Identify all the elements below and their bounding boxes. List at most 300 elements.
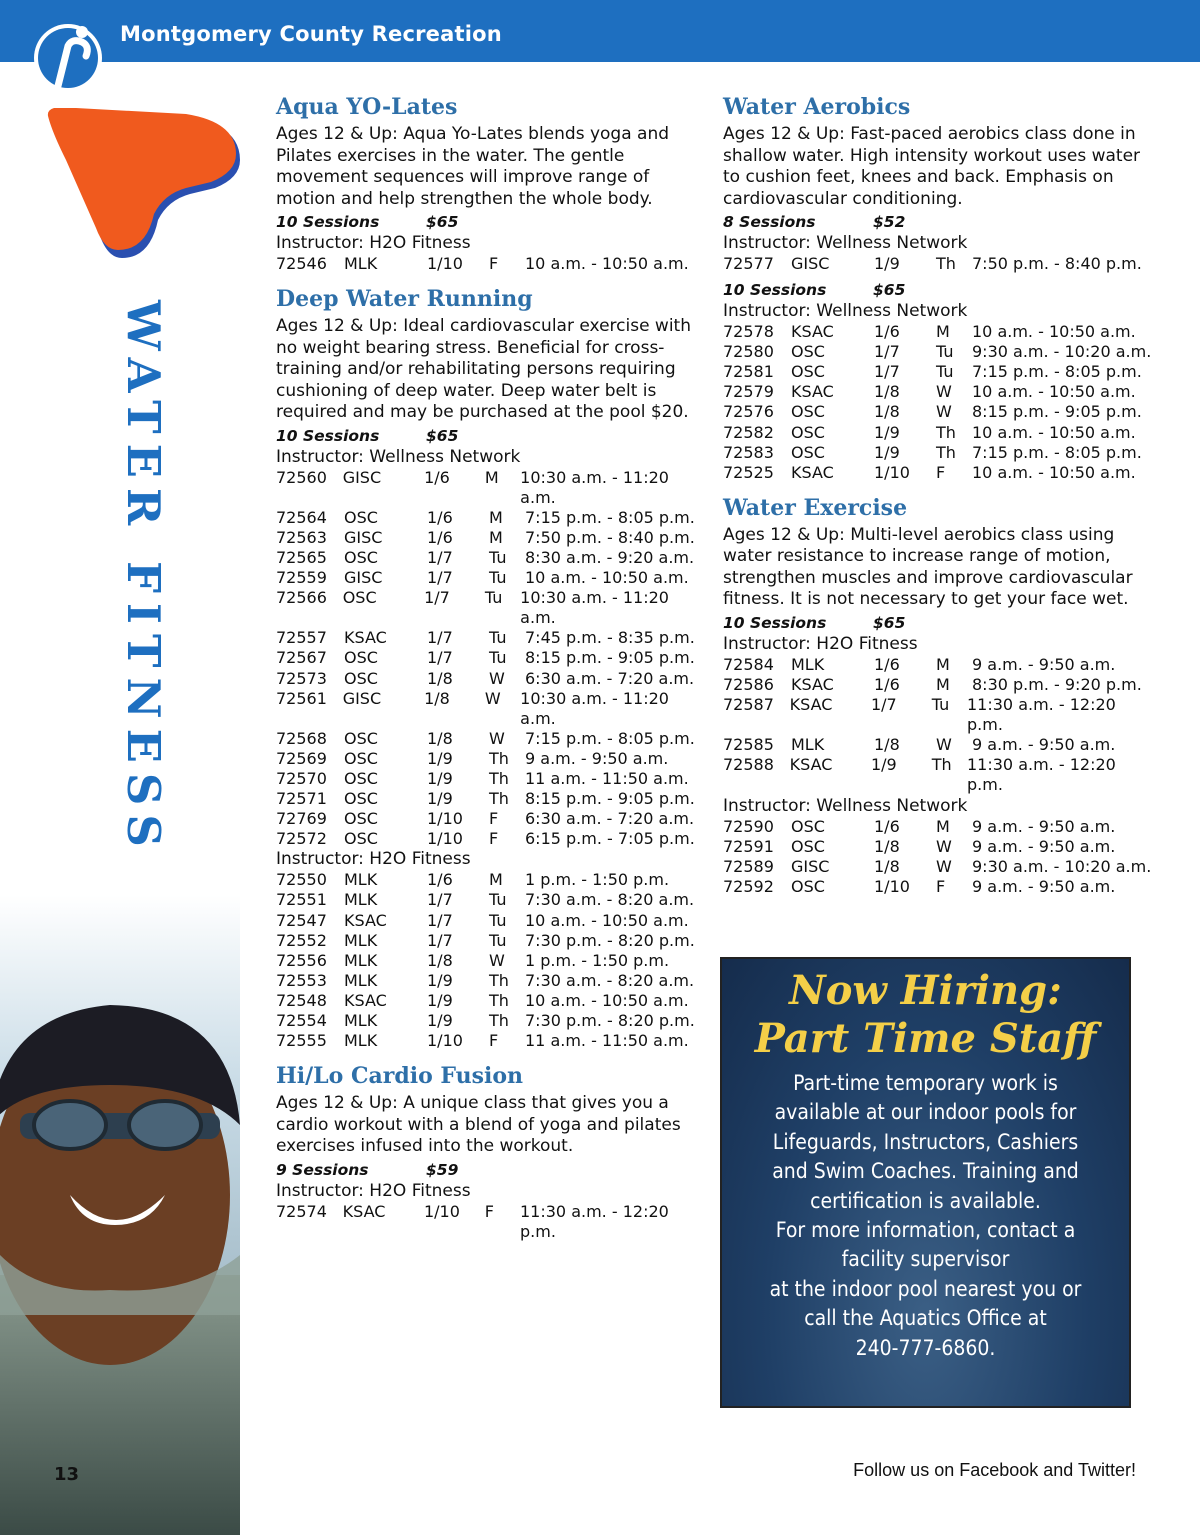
sessions-price: $65	[426, 426, 459, 445]
day: M	[489, 527, 503, 547]
schedule-row	[723, 382, 1153, 402]
start-date: 1/6	[874, 322, 900, 342]
schedule-row	[276, 468, 706, 508]
schedule-row	[723, 254, 1153, 274]
start-date: 1/6	[427, 870, 453, 890]
time: 9:30 a.m. - 10:20 a.m.	[972, 342, 1152, 362]
location: MLK	[344, 1011, 378, 1031]
class-water-aerobics	[723, 92, 1153, 483]
schedule-row	[276, 1031, 706, 1051]
location: GISC	[342, 467, 382, 487]
time: 9 a.m. - 9:50 a.m.	[972, 654, 1116, 674]
location: OSC	[344, 728, 378, 748]
time: 10:30 a.m. - 11:20 a.m.	[520, 588, 669, 628]
time: 9 a.m. - 9:50 a.m.	[525, 748, 669, 768]
course-number: 72588	[723, 755, 774, 775]
day: W	[936, 402, 952, 422]
start-date: 1/9	[427, 970, 453, 990]
course-number: 72590	[723, 816, 774, 836]
hiring-line: certification is available.	[810, 1188, 1041, 1213]
location: MLK	[344, 930, 378, 950]
schedule-row	[723, 817, 1153, 837]
page-number: 13	[54, 1464, 80, 1485]
course-number: 72552	[276, 930, 327, 950]
hiring-title-line1: Now Hiring:	[789, 967, 1062, 1014]
location: GISC	[342, 688, 382, 708]
start-date: 1/10	[874, 462, 910, 482]
start-date: 1/9	[427, 789, 453, 809]
time: 7:50 p.m. - 8:40 p.m.	[525, 527, 695, 547]
start-date: 1/8	[427, 728, 453, 748]
time: 9 a.m. - 9:50 a.m.	[972, 876, 1116, 896]
sessions-count: 10 Sessions	[276, 426, 380, 445]
start-date: 1/7	[874, 362, 900, 382]
day: Th	[489, 789, 509, 809]
sessions-count: 9 Sessions	[276, 1160, 369, 1179]
time: 11:30 a.m. - 12:20 p.m.	[520, 1201, 669, 1241]
class-description: Ages 12 & Up: Multi-level aerobics class using water resistance to increase range of motion, strengthen muscles and improve cardiovascular fitness. It is not necessary to get your face wet.	[723, 524, 1133, 610]
location: KSAC	[344, 990, 387, 1010]
now-hiring-box	[720, 957, 1131, 1408]
day: Th	[931, 755, 952, 775]
start-date: 1/8	[427, 950, 453, 970]
class-title: Aqua YO-Lates	[276, 94, 458, 120]
schedule-table	[276, 1202, 706, 1242]
column-left	[276, 92, 706, 1242]
time: 10:30 a.m. - 11:20 a.m.	[520, 688, 669, 728]
day: W	[936, 856, 952, 876]
course-number: 72547	[276, 910, 327, 930]
day: W	[936, 382, 952, 402]
time: 10 a.m. - 10:50 a.m.	[525, 990, 689, 1010]
class-hilo-cardio-fusion	[276, 1061, 706, 1242]
location: GISC	[344, 568, 383, 588]
hiring-line: Part-time temporary work is	[793, 1071, 1058, 1095]
schedule-row	[276, 749, 706, 769]
start-date: 1/7	[427, 568, 453, 588]
class-aqua-yolates	[276, 92, 706, 274]
start-date: 1/7	[427, 648, 453, 668]
day: Th	[489, 990, 509, 1010]
hiring-line: For more information, contact a	[775, 1218, 1076, 1243]
schedule-row	[723, 362, 1153, 382]
schedule-row	[723, 877, 1153, 897]
time: 10 a.m. - 10:50 a.m.	[525, 910, 689, 930]
time: 10 a.m. - 10:50 a.m.	[525, 568, 689, 588]
time: 8:15 p.m. - 9:05 p.m.	[525, 789, 695, 809]
class-title: Water Aerobics	[723, 94, 911, 120]
sessions-line	[276, 212, 706, 233]
start-date: 1/7	[427, 628, 453, 648]
start-date: 1/6	[427, 527, 453, 547]
course-number: 72550	[276, 870, 327, 890]
day: M	[489, 507, 503, 527]
time: 7:15 p.m. - 8:05 p.m.	[525, 728, 695, 748]
location: OSC	[791, 422, 825, 442]
sessions-price: $65	[873, 613, 906, 632]
time: 6:30 a.m. - 7:20 a.m.	[525, 809, 695, 829]
class-title: Deep Water Running	[276, 286, 533, 313]
schedule-row	[276, 508, 706, 528]
sessions-line	[276, 426, 706, 447]
start-date: 1/10	[427, 254, 463, 273]
schedule-row	[276, 971, 706, 991]
time: 10 a.m. - 10:50 a.m.	[972, 382, 1136, 402]
day: Th	[936, 442, 956, 462]
course-number: 72557	[276, 628, 327, 648]
start-date: 1/6	[874, 674, 900, 694]
course-number: 72769	[276, 809, 327, 829]
schedule-row	[276, 254, 706, 274]
location: KSAC	[789, 755, 833, 775]
schedule-row	[276, 568, 706, 588]
class-water-exercise	[723, 493, 1153, 897]
class-description: Ages 12 & Up: Aqua Yo-Lates blends yoga and Pilates exercises in the water. The gentle movement sequences will improve range of motion and help strengthen the whole body.	[276, 124, 670, 209]
course-number: 72585	[723, 735, 774, 755]
time: 10:30 a.m. - 11:20 a.m.	[520, 467, 669, 507]
time: 6:15 p.m. - 7:05 p.m.	[525, 829, 695, 849]
course-number: 72576	[723, 402, 774, 422]
start-date: 1/9	[427, 748, 453, 768]
time: 7:15 p.m. - 8:05 p.m.	[972, 442, 1142, 462]
schedule-row	[723, 443, 1153, 463]
course-number: 72571	[276, 789, 327, 809]
course-number: 72567	[276, 648, 327, 668]
location: GISC	[344, 527, 383, 547]
day: Tu	[936, 362, 954, 382]
day: Tu	[489, 890, 507, 910]
location: OSC	[344, 668, 378, 688]
day: Th	[936, 422, 956, 442]
class-deep-water-running	[276, 284, 706, 1051]
start-date: 1/6	[427, 507, 453, 527]
day: W	[489, 668, 505, 688]
schedule-row	[276, 588, 706, 628]
location: OSC	[344, 769, 378, 788]
course-number: 72565	[276, 547, 327, 567]
sessions-line	[723, 212, 1153, 233]
location: MLK	[344, 950, 378, 970]
schedule-row	[276, 648, 706, 668]
location: OSC	[344, 789, 378, 809]
start-date: 1/7	[424, 588, 450, 608]
start-date: 1/10	[427, 829, 463, 849]
time: 8:30 a.m. - 9:20 a.m.	[525, 547, 695, 567]
instructor-line: Instructor: H2O Fitness	[276, 849, 471, 870]
location: GISC	[791, 856, 830, 876]
day: Tu	[489, 568, 507, 588]
course-number: 72589	[723, 856, 774, 876]
start-date: 1/7	[874, 342, 900, 362]
course-number: 72578	[723, 322, 774, 342]
instructor-line: Instructor: H2O Fitness	[723, 633, 918, 654]
schedule-row	[276, 1011, 706, 1031]
time: 10 a.m. - 10:50 a.m.	[972, 322, 1136, 342]
start-date: 1/8	[874, 735, 900, 755]
schedule-row	[276, 729, 706, 749]
start-date: 1/7	[427, 890, 453, 910]
location: KSAC	[342, 1201, 386, 1221]
brand-title: Montgomery County Recreation	[120, 22, 502, 46]
day: Th	[489, 1011, 509, 1031]
sessions-price: $65	[426, 213, 459, 231]
start-date: 1/10	[423, 1201, 460, 1221]
location: OSC	[342, 588, 377, 608]
day: F	[489, 254, 499, 273]
kickboard-image	[40, 108, 250, 268]
day: Tu	[489, 910, 507, 930]
class-title: Water Exercise	[723, 494, 908, 521]
time: 11:30 a.m. - 12:20 p.m.	[967, 755, 1116, 795]
hiring-body	[722, 1069, 1129, 1363]
location: OSC	[344, 547, 378, 567]
time: 9 a.m. - 9:50 a.m.	[972, 735, 1116, 755]
day: F	[484, 1201, 494, 1221]
schedule-row	[723, 695, 1153, 735]
course-number: 72551	[276, 890, 327, 910]
location: OSC	[791, 442, 825, 462]
location: OSC	[344, 507, 378, 527]
day: Tu	[484, 588, 503, 608]
course-number: 72556	[276, 950, 327, 970]
time: 7:30 a.m. - 8:20 a.m.	[525, 970, 695, 990]
hiring-line: available at our indoor pools for	[774, 1100, 1077, 1125]
location: KSAC	[789, 695, 833, 715]
schedule-row	[276, 829, 706, 849]
start-date: 1/9	[874, 422, 900, 442]
day: F	[936, 876, 946, 896]
location: MLK	[344, 890, 378, 910]
location: MLK	[344, 970, 378, 990]
location: MLK	[791, 654, 825, 674]
course-number: 72573	[276, 668, 327, 688]
schedule-row	[276, 789, 706, 809]
day: M	[484, 467, 499, 487]
location: OSC	[791, 402, 825, 422]
schedule-row	[723, 755, 1153, 795]
day: M	[489, 870, 503, 890]
schedule-row	[723, 837, 1153, 857]
time: 9 a.m. - 9:50 a.m.	[972, 816, 1116, 836]
start-date: 1/10	[427, 809, 463, 829]
sessions-line	[276, 1160, 706, 1181]
time: 11:30 a.m. - 12:20 p.m.	[967, 695, 1116, 735]
hiring-line: Lifeguards, Instructors, Cashiers	[772, 1129, 1079, 1154]
course-number: 72561	[276, 688, 327, 708]
schedule-table	[723, 655, 1153, 796]
start-date: 1/10	[427, 1031, 463, 1051]
day: W	[489, 950, 505, 970]
time: 1 p.m. - 1:50 p.m.	[525, 950, 670, 970]
course-number: 72592	[723, 876, 774, 896]
schedule-row	[276, 870, 706, 890]
location: OSC	[344, 829, 378, 849]
location: MLK	[344, 1031, 378, 1051]
schedule-row	[276, 911, 706, 931]
schedule-row	[723, 857, 1153, 877]
location: MLK	[344, 254, 378, 273]
course-number: 72554	[276, 1011, 327, 1031]
column-right	[723, 92, 1153, 897]
day: Th	[936, 254, 956, 273]
location: OSC	[344, 809, 378, 829]
start-date: 1/7	[427, 910, 453, 930]
instructor-line: Instructor: Wellness Network	[276, 446, 521, 467]
hiring-line: facility supervisor	[841, 1247, 1010, 1272]
time: 10 a.m. - 10:50 a.m.	[972, 462, 1136, 482]
start-date: 1/6	[874, 816, 900, 836]
day: Tu	[936, 342, 954, 362]
day: F	[489, 1031, 499, 1051]
swimmer-photo	[0, 895, 240, 1535]
schedule-row	[276, 809, 706, 829]
course-number: 72559	[276, 568, 327, 588]
course-number: 72582	[723, 422, 774, 442]
start-date: 1/6	[424, 467, 450, 487]
header-bar	[0, 0, 1200, 62]
location: KSAC	[791, 462, 834, 482]
schedule-row	[723, 463, 1153, 483]
schedule-table	[276, 870, 706, 1051]
day: M	[936, 816, 950, 836]
day: M	[936, 674, 950, 694]
sessions-price: $59	[426, 1160, 459, 1179]
course-number: 72587	[723, 695, 774, 715]
sessions-price: $52	[873, 213, 906, 231]
schedule-row	[276, 890, 706, 910]
start-date: 1/9	[874, 254, 900, 273]
course-number: 72570	[276, 769, 327, 788]
day: Tu	[489, 930, 507, 950]
schedule-row	[276, 628, 706, 648]
sessions-count: 10 Sessions	[723, 281, 827, 300]
time: 9 a.m. - 9:50 a.m.	[972, 836, 1116, 856]
schedule-row	[276, 951, 706, 971]
location: MLK	[791, 735, 825, 755]
schedule-row	[723, 675, 1153, 695]
schedule-row	[723, 322, 1153, 342]
schedule-row	[276, 931, 706, 951]
location: OSC	[791, 342, 825, 362]
day: Tu	[489, 648, 507, 668]
time: 7:30 a.m. - 8:20 a.m.	[525, 890, 695, 910]
sessions-count: 10 Sessions	[276, 213, 380, 231]
time: 7:30 p.m. - 8:20 p.m.	[525, 930, 695, 950]
sessions-price: $65	[873, 281, 906, 300]
course-number: 72569	[276, 748, 327, 768]
course-number: 72563	[276, 527, 327, 547]
hiring-line: call the Aquatics Office at	[804, 1306, 1047, 1331]
schedule-table	[723, 817, 1153, 897]
day: Tu	[931, 695, 950, 715]
instructor-line: Instructor: Wellness Network	[723, 795, 968, 816]
location: OSC	[791, 876, 825, 896]
time: 7:15 p.m. - 8:05 p.m.	[525, 507, 695, 527]
start-date: 1/9	[427, 1011, 453, 1031]
start-date: 1/8	[424, 688, 450, 708]
location: KSAC	[344, 910, 387, 930]
day: Th	[489, 769, 509, 788]
start-date: 1/9	[427, 990, 453, 1010]
start-date: 1/8	[874, 836, 900, 856]
location: KSAC	[791, 322, 834, 342]
start-date: 1/7	[870, 695, 897, 715]
sessions-count: 8 Sessions	[723, 213, 816, 231]
location: OSC	[791, 362, 825, 382]
course-number: 72580	[723, 342, 774, 362]
class-description: Ages 12 & Up: A unique class that gives you a cardio workout with a blend of yoga and pilates exercises infused into the workout.	[276, 1093, 681, 1157]
day: W	[489, 728, 505, 748]
course-number: 72546	[276, 254, 327, 273]
schedule-row	[276, 1202, 706, 1242]
sessions-line	[723, 613, 1153, 634]
start-date: 1/9	[870, 755, 897, 775]
day: W	[484, 688, 501, 708]
schedule-row	[276, 528, 706, 548]
course-number: 72581	[723, 362, 774, 382]
start-date: 1/9	[874, 442, 900, 462]
hiring-title-line2: Part Time Staff	[754, 1015, 1097, 1062]
schedule-table	[723, 254, 1153, 274]
time: 10 a.m. - 10:50 a.m.	[972, 422, 1136, 442]
schedule-row	[723, 735, 1153, 755]
start-date: 1/8	[874, 382, 900, 402]
time: 1 p.m. - 1:50 p.m.	[525, 870, 670, 890]
time: 11 a.m. - 11:50 a.m.	[525, 769, 689, 788]
start-date: 1/6	[874, 654, 900, 674]
hiring-phone: 240-777-6860.	[855, 1335, 996, 1360]
day: F	[489, 829, 499, 849]
instructor-line: Instructor: Wellness Network	[723, 233, 968, 253]
time: 7:30 p.m. - 8:20 p.m.	[525, 1011, 695, 1031]
time: 7:45 p.m. - 8:35 p.m.	[525, 628, 695, 648]
day: M	[936, 654, 950, 674]
location: OSC	[344, 748, 378, 768]
location: KSAC	[344, 628, 387, 648]
schedule-table	[276, 468, 706, 850]
start-date: 1/7	[427, 930, 453, 950]
schedule-table	[276, 254, 706, 274]
location: GISC	[791, 254, 830, 273]
course-number: 72572	[276, 829, 327, 849]
course-number: 72591	[723, 836, 774, 856]
social-follow-text: Follow us on Facebook and Twitter!	[853, 1460, 1136, 1480]
sessions-count: 10 Sessions	[723, 613, 827, 632]
hiring-line: and Swim Coaches. Training and	[772, 1159, 1079, 1184]
course-number: 72584	[723, 654, 774, 674]
course-number: 72560	[276, 467, 327, 487]
class-description: Ages 12 & Up: Fast-paced aerobics class done in shallow water. High intensity workout uses water to cushion feet, knees and back. Emphasis on cardiovascular conditioning.	[723, 124, 1141, 209]
course-number: 72555	[276, 1031, 327, 1051]
course-number: 72586	[723, 674, 774, 694]
schedule-table	[723, 322, 1153, 483]
time: 6:30 a.m. - 7:20 a.m.	[525, 668, 695, 688]
time: 8:15 p.m. - 9:05 p.m.	[525, 648, 695, 668]
location: OSC	[791, 836, 825, 856]
start-date: 1/10	[874, 876, 910, 896]
schedule-row	[276, 991, 706, 1011]
time: 9:30 a.m. - 10:20 a.m.	[972, 856, 1152, 876]
location: OSC	[344, 648, 378, 668]
time: 7:50 p.m. - 8:40 p.m.	[972, 254, 1142, 273]
course-number: 72566	[276, 588, 327, 608]
hiring-line: at the indoor pool nearest you or	[769, 1276, 1082, 1301]
day: F	[936, 462, 946, 482]
course-number: 72579	[723, 382, 774, 402]
sessions-line	[723, 280, 1153, 301]
course-number: 72564	[276, 507, 327, 527]
time: 8:15 p.m. - 9:05 p.m.	[972, 402, 1142, 422]
